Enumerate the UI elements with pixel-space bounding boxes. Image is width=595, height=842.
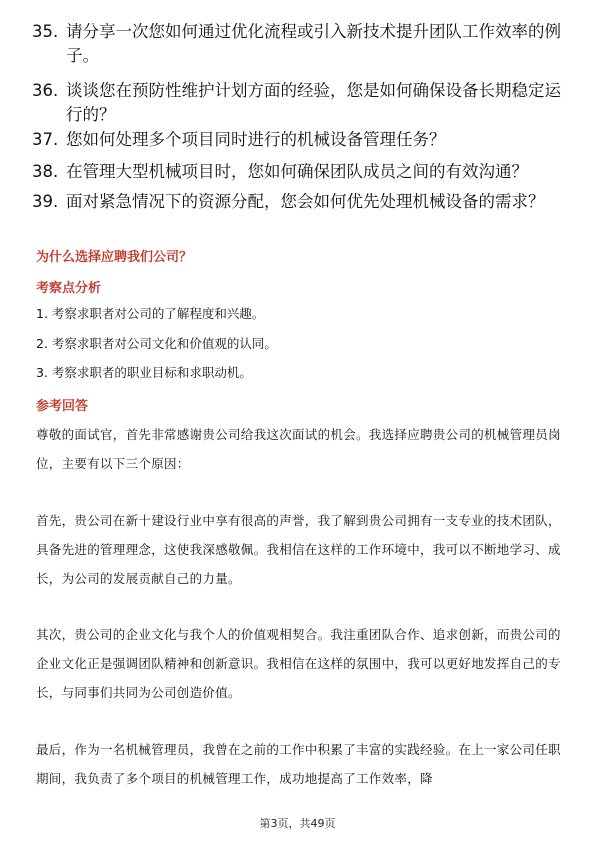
question-37 [32, 128, 572, 152]
question-text: 面对紧急情况下的资源分配，您会如何优先处理机械设备的需求？ [66, 192, 545, 211]
answer-paragraph-second: 其次，贵公司的企业文化与我个人的价值观相契合。我注重团队合作、追求创新，而贵公司的企业文化正是强调团队精神和创新意识。我相信在这样的氛围中，我可以更好地发挥自己的专长，与同事们共同为公司创造价值。 [36, 627, 561, 700]
page-footer: 第3页，共49页 [259, 817, 336, 830]
analysis-item: 2. 考察求职者对公司文化和价值观的认同。 [36, 336, 277, 351]
question-39 [32, 190, 572, 214]
question-number: 35. [32, 22, 59, 41]
question-number: 38. [32, 162, 59, 181]
answer-paragraph-intro: 尊敬的面试官，首先非常感谢贵公司给我这次面试的机会。我选择应聘贵公司的机械管理员岗位，主要有以下三个原因： [36, 427, 561, 471]
question-35 [32, 20, 572, 68]
analysis-item: 1. 考察求职者对公司的了解程度和兴趣。 [36, 306, 265, 321]
question-text: 请分享一次您如何通过优化流程或引入新技术提升团队工作效率的例子。 [66, 22, 561, 65]
question-text: 在管理大型机械项目时，您如何确保团队成员之间的有效沟通？ [66, 162, 528, 181]
answer-paragraph-third: 最后，作为一名机械管理员，我曾在之前的工作中积累了丰富的实践经验。在上一家公司任职期间，我负责了多个项目的机械管理工作，成功地提高了工作效率，降 [36, 742, 561, 786]
question-text: 您如何处理多个项目同时进行的机械设备管理任务？ [66, 130, 446, 149]
question-number: 36. [32, 81, 59, 100]
answer-title: 参考回答 [36, 399, 89, 414]
question-36 [32, 79, 572, 127]
analysis-title: 考察点分析 [36, 281, 102, 296]
section-title: 为什么选择应聘我们公司？ [36, 250, 193, 265]
question-number: 37. [32, 130, 59, 149]
answer-paragraph-first: 首先，贵公司在新十建设行业中享有很高的声誉，我了解到贵公司拥有一支专业的技术团队，具备先进的管理理念，这使我深感敬佩。我相信在这样的工作环境中，我可以不断地学习、成长，为公司的发展贡献自己的力量。 [36, 513, 561, 586]
question-text: 谈谈您在预防性维护计划方面的经验，您是如何确保设备长期稳定运行的？ [66, 81, 561, 124]
analysis-item: 3. 考察求职者的职业目标和求职动机。 [36, 365, 252, 380]
question-number: 39. [32, 192, 59, 211]
question-38 [32, 160, 572, 184]
